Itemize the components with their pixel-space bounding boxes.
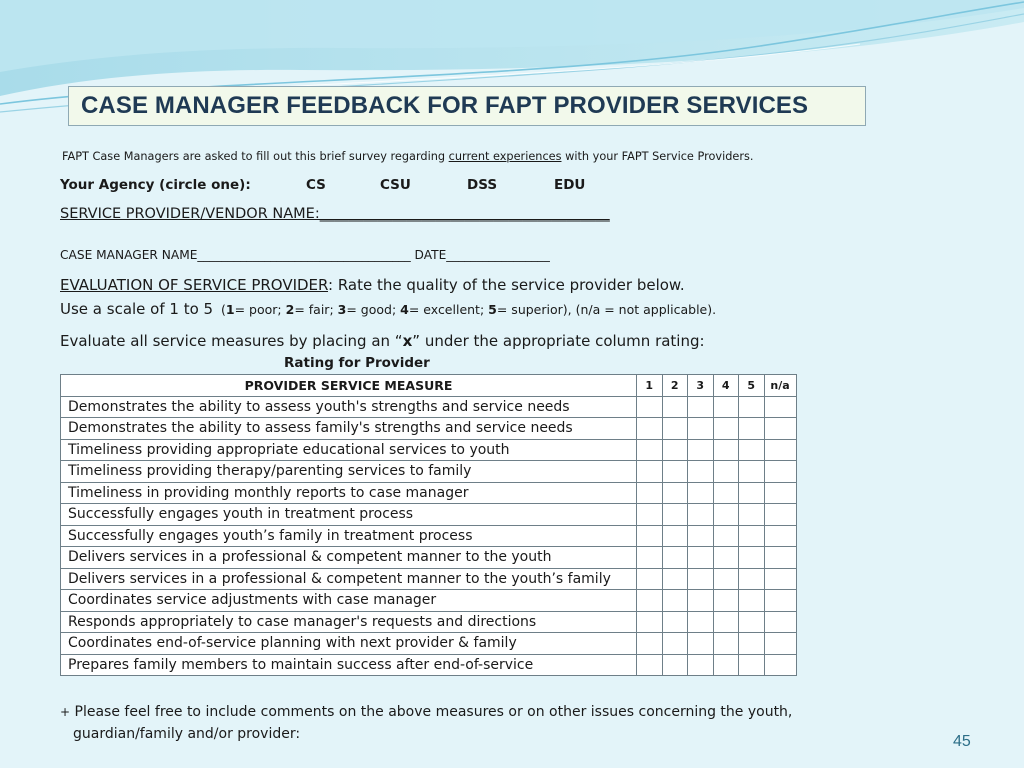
scale-description: Use a scale of 1 to 5 (1= poor; 2= fair; 3= good; 4= excellent; 5= superior), (n/a = not applicable).	[60, 300, 717, 318]
comments-line-2: guardian/family and/or provider:	[73, 726, 301, 742]
vendor-name-field[interactable]: SERVICE PROVIDER/VENDOR NAME:________________________________________	[60, 206, 610, 222]
rating-cell[interactable]	[662, 611, 688, 633]
rating-cell[interactable]	[739, 547, 765, 569]
rating-cell[interactable]	[739, 568, 765, 590]
rating-cell[interactable]	[688, 547, 714, 569]
agency-option-cs[interactable]: CS	[306, 177, 326, 193]
measure-cell: Timeliness providing therapy/parenting services to family	[61, 461, 637, 483]
rating-column-header: 2	[662, 375, 688, 397]
rating-cell[interactable]	[764, 611, 796, 633]
rating-cell[interactable]	[688, 418, 714, 440]
table-row	[61, 439, 797, 461]
rating-cell[interactable]	[764, 590, 796, 612]
rating-cell[interactable]	[739, 654, 765, 676]
page-number: 45	[953, 733, 971, 750]
measure-cell: Delivers services in a professional & competent manner to the youth’s family	[61, 568, 637, 590]
rating-cell[interactable]	[637, 504, 663, 526]
rating-column-header: 3	[688, 375, 714, 397]
rating-cell[interactable]	[764, 461, 796, 483]
table-row	[61, 504, 797, 526]
table-row	[61, 482, 797, 504]
rating-cell[interactable]	[713, 525, 739, 547]
rating-cell[interactable]	[713, 611, 739, 633]
rating-cell[interactable]	[637, 418, 663, 440]
agency-option-edu[interactable]: EDU	[554, 177, 586, 193]
rating-cell[interactable]	[637, 439, 663, 461]
rating-cell[interactable]	[688, 633, 714, 655]
scale-prefix: Use a scale of 1 to 5	[60, 300, 214, 318]
rating-cell[interactable]	[662, 568, 688, 590]
rating-cell[interactable]	[739, 461, 765, 483]
measure-cell: Demonstrates the ability to assess youth's strengths and service needs	[61, 396, 637, 418]
rating-column-header: 1	[637, 375, 663, 397]
scale-label-1: = poor;	[234, 302, 286, 317]
agency-row	[60, 177, 586, 193]
scale-num-2: 2	[285, 302, 295, 317]
rating-cell[interactable]	[688, 654, 714, 676]
rating-cell[interactable]	[764, 525, 796, 547]
table-row	[61, 418, 797, 440]
rating-cell[interactable]	[662, 396, 688, 418]
evaluation-text: : Rate the quality of the service provider below.	[328, 276, 685, 294]
table-row	[61, 654, 797, 676]
rating-cell[interactable]	[637, 547, 663, 569]
rating-cell[interactable]	[764, 482, 796, 504]
rating-cell[interactable]	[662, 525, 688, 547]
intro-after: with your FAPT Service Providers.	[561, 150, 754, 163]
rating-cell[interactable]	[713, 439, 739, 461]
table-row	[61, 633, 797, 655]
rating-cell[interactable]	[637, 396, 663, 418]
rating-cell[interactable]	[662, 482, 688, 504]
rating-cell[interactable]	[637, 525, 663, 547]
table-body	[61, 396, 797, 676]
rating-cell[interactable]	[739, 590, 765, 612]
scale-label-2: = fair;	[294, 302, 338, 317]
evaluate-all-instruction	[60, 332, 705, 350]
case-manager-name-field[interactable]: CASE MANAGER NAME___________________________________ DATE_________________	[60, 248, 550, 262]
rating-cell[interactable]	[739, 482, 765, 504]
rating-cell[interactable]	[662, 439, 688, 461]
evaluation-instruction	[60, 276, 685, 294]
rating-cell[interactable]	[637, 568, 663, 590]
rating-cell[interactable]	[739, 418, 765, 440]
rating-cell[interactable]	[662, 547, 688, 569]
measure-cell: Coordinates service adjustments with case manager	[61, 590, 637, 612]
intro-text	[62, 150, 753, 163]
intro-underlined: current experiences	[448, 150, 562, 163]
rating-cell[interactable]	[688, 568, 714, 590]
rating-cell[interactable]	[688, 590, 714, 612]
rating-cell[interactable]	[739, 525, 765, 547]
measure-cell: Prepares family members to maintain success after end-of-service	[61, 654, 637, 676]
table-row	[61, 461, 797, 483]
rating-cell[interactable]	[688, 439, 714, 461]
table-row	[61, 611, 797, 633]
rating-header: Rating for Provider	[284, 355, 430, 371]
rating-cell[interactable]	[637, 654, 663, 676]
rating-cell[interactable]	[688, 525, 714, 547]
rating-cell[interactable]	[637, 482, 663, 504]
scale-num-5: 5	[488, 302, 497, 317]
rating-cell[interactable]	[713, 547, 739, 569]
rating-cell[interactable]	[739, 504, 765, 526]
rating-cell[interactable]	[637, 611, 663, 633]
scale-label-4: = excellent;	[408, 302, 489, 317]
scale-num-1: 1	[225, 302, 235, 317]
table-row	[61, 547, 797, 569]
rating-cell[interactable]	[688, 461, 714, 483]
rating-cell[interactable]	[637, 461, 663, 483]
rating-cell[interactable]	[713, 461, 739, 483]
rating-cell[interactable]	[764, 418, 796, 440]
evaluation-heading: EVALUATION OF SERVICE PROVIDER	[60, 276, 329, 294]
rating-cell[interactable]	[739, 611, 765, 633]
rating-cell[interactable]	[662, 590, 688, 612]
measure-cell: Successfully engages youth’s family in treatment process	[61, 525, 637, 547]
rating-cell[interactable]	[713, 482, 739, 504]
rating-cell[interactable]	[688, 504, 714, 526]
scale-num-4: 4	[400, 302, 409, 317]
measure-cell: Delivers services in a professional & competent manner to the youth	[61, 547, 637, 569]
rating-cell[interactable]	[764, 504, 796, 526]
rating-cell[interactable]	[662, 504, 688, 526]
measure-cell: Successfully engages youth in treatment process	[61, 504, 637, 526]
rating-cell[interactable]	[764, 568, 796, 590]
scale-num-3: 3	[337, 302, 347, 317]
rating-cell[interactable]	[713, 568, 739, 590]
measure-cell: Coordinates end-of-service planning with next provider & family	[61, 633, 637, 655]
rating-cell[interactable]	[764, 654, 796, 676]
table-row	[61, 590, 797, 612]
rating-cell[interactable]	[637, 633, 663, 655]
rating-cell[interactable]	[713, 590, 739, 612]
rating-cell[interactable]	[637, 590, 663, 612]
measure-cell: Timeliness in providing monthly reports to case manager	[61, 482, 637, 504]
rating-column-header: 5	[739, 375, 765, 397]
evaluate-all-mark: x	[402, 332, 413, 350]
rating-cell[interactable]	[739, 396, 765, 418]
measure-cell: Demonstrates the ability to assess family's strengths and service needs	[61, 418, 637, 440]
scale-label-3: = good;	[346, 302, 401, 317]
evaluate-all-after: ” under the appropriate column rating:	[412, 332, 705, 350]
rating-cell[interactable]	[764, 633, 796, 655]
rating-column-header: 4	[713, 375, 739, 397]
rating-cell[interactable]	[764, 439, 796, 461]
rating-cell[interactable]	[662, 654, 688, 676]
rating-cell[interactable]	[713, 504, 739, 526]
rating-cell[interactable]	[713, 654, 739, 676]
agency-label: Your Agency (circle one):	[60, 177, 251, 193]
scale-label-5: = superior), (n/a = not applicable).	[496, 302, 717, 317]
rating-cell[interactable]	[764, 547, 796, 569]
agency-option-dss[interactable]: DSS	[467, 177, 498, 193]
rating-cell[interactable]	[739, 633, 765, 655]
table-row	[61, 568, 797, 590]
intro-before: FAPT Case Managers are asked to fill out this brief survey regarding	[62, 150, 449, 163]
rating-table	[60, 374, 797, 676]
measure-cell: Responds appropriately to case manager's requests and directions	[61, 611, 637, 633]
measure-cell: Timeliness providing appropriate educational services to youth	[61, 439, 637, 461]
table-row	[61, 396, 797, 418]
comments-line-1: Please feel free to include comments on the above measures or on other issues concerning the youth,	[74, 704, 793, 720]
evaluate-all-before: Evaluate all service measures by placing an “	[60, 332, 403, 350]
bullet-icon: +	[60, 705, 71, 719]
rating-cell[interactable]	[688, 611, 714, 633]
table-header-row	[61, 375, 797, 397]
page-title: CASE MANAGER FEEDBACK FOR FAPT PROVIDER SERVICES	[81, 92, 809, 119]
rating-column-header: n/a	[764, 375, 796, 397]
rating-cell[interactable]	[764, 396, 796, 418]
rating-cell[interactable]	[713, 633, 739, 655]
rating-cell[interactable]	[739, 439, 765, 461]
title-box	[68, 86, 866, 126]
rating-cell[interactable]	[662, 633, 688, 655]
table-row	[61, 525, 797, 547]
rating-cell[interactable]	[662, 461, 688, 483]
rating-cell[interactable]	[713, 396, 739, 418]
rating-cell[interactable]	[662, 418, 688, 440]
agency-option-csu[interactable]: CSU	[380, 177, 411, 193]
rating-cell[interactable]	[688, 482, 714, 504]
rating-cell[interactable]	[713, 418, 739, 440]
measure-column-header: PROVIDER SERVICE MEASURE	[61, 375, 637, 397]
rating-cell[interactable]	[688, 396, 714, 418]
comments-note	[60, 704, 792, 720]
